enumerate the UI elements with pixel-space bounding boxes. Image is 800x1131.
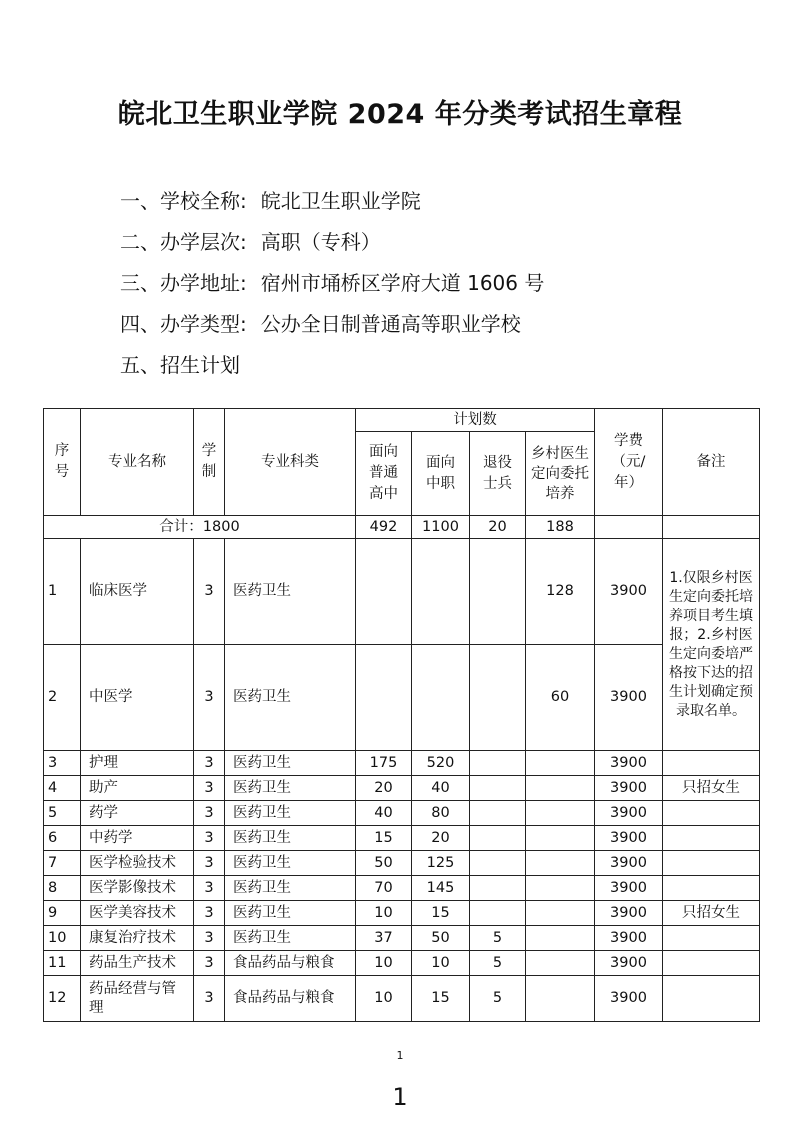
row-plan-high-school: 37 (356, 926, 412, 951)
row-seq: 12 (44, 976, 81, 1022)
table-row (44, 976, 760, 1022)
row-plan-vocational (412, 645, 470, 751)
table-row (44, 876, 760, 901)
info-label: 二、办学层次: (120, 230, 247, 254)
row-years: 3 (194, 951, 225, 976)
row-major: 药学 (81, 801, 194, 826)
row-plan-vocational: 20 (412, 826, 470, 851)
row-plan-vocational: 520 (412, 751, 470, 776)
info-value: 高职（专科） (260, 230, 381, 254)
row-fee: 3900 (595, 876, 663, 901)
table-row (44, 645, 760, 751)
row-major: 助产 (81, 776, 194, 801)
row-plan-vocational: 40 (412, 776, 470, 801)
info-label: 四、办学类型: (120, 312, 247, 336)
row-plan-rural-doctor (526, 951, 595, 976)
row-plan-veterans (470, 901, 526, 926)
header-plan-rural-doctor: 乡村医生定向委托培养 (526, 432, 595, 516)
row-years: 3 (194, 645, 225, 751)
header-plan-vocational: 面向中职 (412, 432, 470, 516)
school-info-list (120, 185, 544, 390)
row-fee: 3900 (595, 539, 663, 645)
row-seq: 9 (44, 901, 81, 926)
header-seq: 序号 (44, 409, 81, 516)
row-fee: 3900 (595, 751, 663, 776)
row-plan-high-school: 10 (356, 901, 412, 926)
row-plan-rural-doctor (526, 901, 595, 926)
row-plan-veterans: 5 (470, 976, 526, 1022)
total-high-school: 492 (356, 516, 412, 539)
table-row (44, 776, 760, 801)
row-plan-high-school: 15 (356, 826, 412, 851)
info-item-level (120, 226, 544, 267)
row-major: 药品生产技术 (81, 951, 194, 976)
row-plan-veterans (470, 776, 526, 801)
row-category: 医药卫生 (225, 826, 356, 851)
row-remark (663, 851, 760, 876)
row-fee: 3900 (595, 976, 663, 1022)
row-seq: 1 (44, 539, 81, 645)
row-seq: 10 (44, 926, 81, 951)
table-row (44, 751, 760, 776)
row-years: 3 (194, 901, 225, 926)
row-seq: 7 (44, 851, 81, 876)
total-fee-empty (595, 516, 663, 539)
row-years: 3 (194, 926, 225, 951)
row-remark (663, 876, 760, 901)
table-row (44, 851, 760, 876)
row-fee: 3900 (595, 926, 663, 951)
row-plan-high-school: 10 (356, 951, 412, 976)
row-seq: 4 (44, 776, 81, 801)
row-major: 医学美容技术 (81, 901, 194, 926)
row-plan-rural-doctor (526, 776, 595, 801)
row-seq: 2 (44, 645, 81, 751)
row-plan-high-school: 40 (356, 801, 412, 826)
enrollment-plan-table (43, 408, 760, 1022)
row-plan-rural-doctor: 60 (526, 645, 595, 751)
row-plan-vocational: 80 (412, 801, 470, 826)
header-remark: 备注 (663, 409, 760, 516)
row-years: 3 (194, 776, 225, 801)
row-fee: 3900 (595, 776, 663, 801)
total-vocational: 1100 (412, 516, 470, 539)
total-row (44, 516, 760, 539)
row-plan-veterans: 5 (470, 951, 526, 976)
row-plan-veterans (470, 801, 526, 826)
total-rural-doctor: 188 (526, 516, 595, 539)
table-row (44, 926, 760, 951)
header-major: 专业名称 (81, 409, 194, 516)
header-category: 专业科类 (225, 409, 356, 516)
row-fee: 3900 (595, 801, 663, 826)
row-plan-vocational: 15 (412, 976, 470, 1022)
row-category: 医药卫生 (225, 926, 356, 951)
row-seq: 11 (44, 951, 81, 976)
row-plan-veterans: 5 (470, 926, 526, 951)
row-category: 医药卫生 (225, 851, 356, 876)
merged-remark: 1.仅限乡村医生定向委托培养项目考生填报；2.乡村医生定向委培严格按下达的招生计划确定预录取名单。 (663, 539, 760, 751)
header-row-top (44, 409, 760, 432)
row-years: 3 (194, 751, 225, 776)
row-plan-veterans (470, 539, 526, 645)
info-label: 五、招生计划 (120, 353, 240, 377)
page-number-small: 1 (396, 1049, 404, 1062)
row-fee: 3900 (595, 826, 663, 851)
table-row (44, 539, 760, 645)
row-plan-vocational: 125 (412, 851, 470, 876)
row-major: 临床医学 (81, 539, 194, 645)
row-plan-rural-doctor (526, 926, 595, 951)
row-years: 3 (194, 876, 225, 901)
row-plan-vocational: 15 (412, 901, 470, 926)
row-seq: 6 (44, 826, 81, 851)
info-item-address (120, 267, 544, 308)
row-category: 医药卫生 (225, 776, 356, 801)
header-plan-high-school: 面向普通高中 (356, 432, 412, 516)
row-remark: 只招女生 (663, 901, 760, 926)
total-veterans: 20 (470, 516, 526, 539)
page-number: 1 (392, 1083, 408, 1111)
row-plan-veterans (470, 851, 526, 876)
row-years: 3 (194, 539, 225, 645)
row-remark (663, 976, 760, 1022)
header-years: 学制 (194, 409, 225, 516)
row-category: 食品药品与粮食 (225, 976, 356, 1022)
row-major: 康复治疗技术 (81, 926, 194, 951)
row-category: 医药卫生 (225, 801, 356, 826)
row-major: 药品经营与管理 (81, 976, 194, 1022)
row-major: 护理 (81, 751, 194, 776)
row-category: 医药卫生 (225, 645, 356, 751)
row-category: 食品药品与粮食 (225, 951, 356, 976)
info-value: 公办全日制普通高等职业学校 (260, 312, 521, 336)
table-row (44, 801, 760, 826)
row-plan-rural-doctor (526, 801, 595, 826)
row-plan-rural-doctor: 128 (526, 539, 595, 645)
row-plan-high-school (356, 539, 412, 645)
row-remark (663, 751, 760, 776)
document-title: 皖北卫生职业学院 2024 年分类考试招生章程 (117, 99, 683, 130)
row-years: 3 (194, 976, 225, 1022)
row-plan-rural-doctor (526, 976, 595, 1022)
row-seq: 5 (44, 801, 81, 826)
row-remark (663, 926, 760, 951)
row-plan-high-school: 50 (356, 851, 412, 876)
info-item-full-name (120, 185, 544, 226)
row-plan-vocational: 10 (412, 951, 470, 976)
header-plan-veterans: 退役士兵 (470, 432, 526, 516)
row-remark (663, 826, 760, 851)
row-years: 3 (194, 801, 225, 826)
row-plan-veterans (470, 645, 526, 751)
row-plan-high-school: 20 (356, 776, 412, 801)
row-fee: 3900 (595, 851, 663, 876)
info-value: 宿州市埇桥区学府大道 1606 号 (260, 271, 545, 295)
row-category: 医药卫生 (225, 751, 356, 776)
row-plan-high-school: 70 (356, 876, 412, 901)
row-plan-rural-doctor (526, 876, 595, 901)
row-fee: 3900 (595, 951, 663, 976)
header-fee: 学费（元/年） (595, 409, 663, 516)
row-seq: 3 (44, 751, 81, 776)
row-plan-vocational: 145 (412, 876, 470, 901)
row-remark (663, 951, 760, 976)
row-seq: 8 (44, 876, 81, 901)
table-row (44, 901, 760, 926)
row-category: 医药卫生 (225, 539, 356, 645)
row-fee: 3900 (595, 901, 663, 926)
total-remark-empty (663, 516, 760, 539)
row-plan-veterans (470, 876, 526, 901)
info-label: 三、办学地址: (120, 271, 247, 295)
row-remark: 只招女生 (663, 776, 760, 801)
row-major: 医学检验技术 (81, 851, 194, 876)
info-item-plan (120, 349, 544, 390)
row-years: 3 (194, 826, 225, 851)
total-label: 合计：1800 (44, 516, 356, 539)
row-plan-rural-doctor (526, 851, 595, 876)
row-category: 医药卫生 (225, 901, 356, 926)
row-plan-veterans (470, 751, 526, 776)
row-fee: 3900 (595, 645, 663, 751)
table-row (44, 951, 760, 976)
row-plan-rural-doctor (526, 826, 595, 851)
info-value: 皖北卫生职业学院 (260, 189, 421, 213)
row-plan-veterans (470, 826, 526, 851)
row-remark (663, 801, 760, 826)
row-major: 中医学 (81, 645, 194, 751)
row-major: 医学影像技术 (81, 876, 194, 901)
row-major: 中药学 (81, 826, 194, 851)
info-item-type (120, 308, 544, 349)
row-plan-high-school (356, 645, 412, 751)
row-plan-high-school: 10 (356, 976, 412, 1022)
header-plan-group: 计划数 (356, 409, 595, 432)
info-label: 一、学校全称: (120, 189, 247, 213)
row-plan-vocational (412, 539, 470, 645)
table-row (44, 826, 760, 851)
row-category: 医药卫生 (225, 876, 356, 901)
row-years: 3 (194, 851, 225, 876)
row-plan-rural-doctor (526, 751, 595, 776)
row-plan-high-school: 175 (356, 751, 412, 776)
row-plan-vocational: 50 (412, 926, 470, 951)
